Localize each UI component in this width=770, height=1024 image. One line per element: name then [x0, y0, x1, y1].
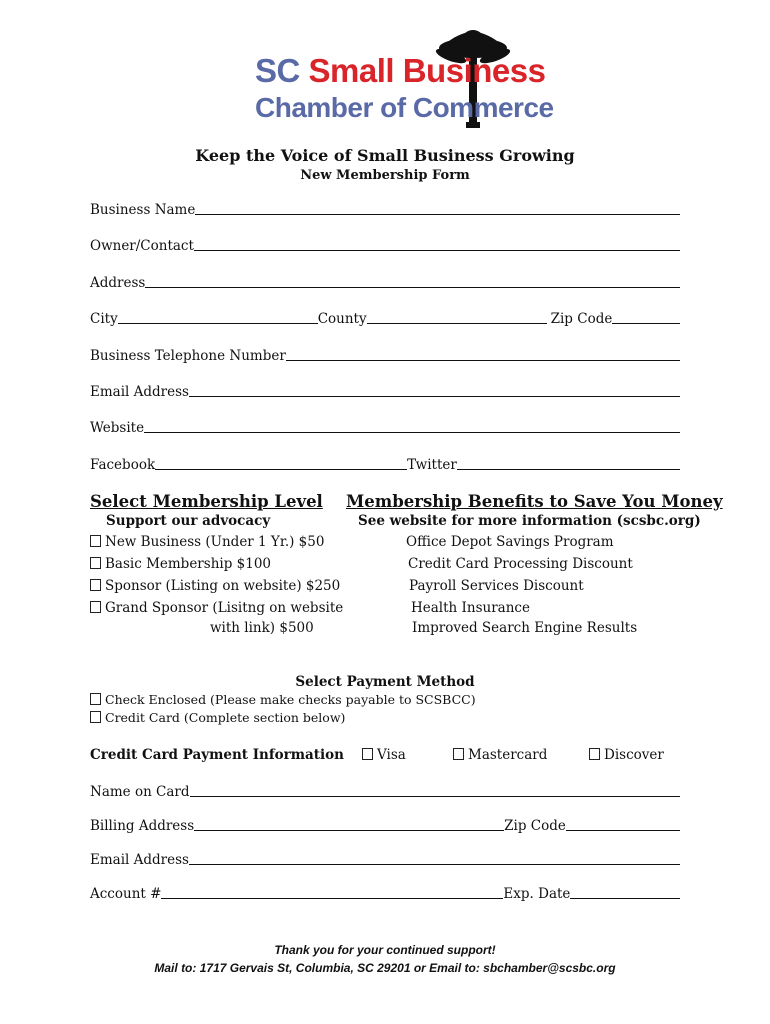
- website-line[interactable]: [144, 432, 680, 433]
- card-email-line[interactable]: [189, 864, 680, 865]
- zip-code-label: Zip Code: [550, 311, 613, 327]
- exp-date-line[interactable]: [570, 898, 680, 899]
- business-name-label: Business Name: [90, 202, 196, 218]
- county-label: County: [317, 311, 367, 327]
- payment-method-heading: Select Payment Method: [295, 674, 475, 690]
- payment-option-check[interactable]: Check Enclosed (Please make checks payable to SCSBCC): [90, 692, 476, 707]
- name-on-card-field[interactable]: [90, 782, 680, 800]
- checkbox-icon[interactable]: [90, 579, 101, 591]
- benefits-heading: Membership Benefits to Save You Money: [346, 492, 723, 511]
- zip-code-line[interactable]: [612, 323, 680, 324]
- owner-contact-field[interactable]: [90, 236, 680, 254]
- benefits-subheading: See website for more information (scsbc.org): [358, 513, 701, 529]
- logo-line-1: SC Small Business: [255, 52, 546, 89]
- exp-date-label: Exp. Date: [503, 886, 571, 902]
- checkbox-icon[interactable]: [90, 693, 101, 705]
- checkbox-icon[interactable]: [90, 601, 101, 613]
- social-row: [90, 455, 680, 473]
- benefit-item: Credit Card Processing Discount: [408, 556, 633, 572]
- form-title: Keep the Voice of Small Business Growing: [195, 146, 575, 165]
- website-field[interactable]: [90, 418, 680, 436]
- card-type-mastercard[interactable]: Mastercard: [453, 747, 547, 763]
- checkbox-icon[interactable]: [589, 748, 600, 760]
- benefit-item: Office Depot Savings Program: [406, 534, 614, 550]
- name-on-card-label: Name on Card: [90, 784, 190, 800]
- credit-card-heading: Credit Card Payment Information: [90, 747, 344, 763]
- address-line[interactable]: [145, 287, 680, 288]
- membership-option-sponsor[interactable]: Sponsor (Listing on website) $250: [90, 578, 340, 594]
- owner-contact-label: Owner/Contact: [90, 238, 194, 254]
- membership-option-grand-sponsor[interactable]: Grand Sponsor (Lisitng on website: [90, 600, 343, 616]
- facebook-line[interactable]: [155, 469, 407, 470]
- benefit-item: Payroll Services Discount: [409, 578, 584, 594]
- benefit-item: Improved Search Engine Results: [412, 620, 638, 636]
- billing-zip-line[interactable]: [566, 830, 680, 831]
- footer-thanks: Thank you for your continued support!: [274, 943, 496, 957]
- membership-option-basic[interactable]: Basic Membership $100: [90, 556, 271, 572]
- business-phone-line[interactable]: [286, 360, 680, 361]
- account-label: Account #: [90, 886, 162, 902]
- city-county-zip-row: [90, 309, 680, 327]
- business-phone-field[interactable]: [90, 346, 680, 364]
- account-row: [90, 884, 680, 902]
- membership-level-heading: Select Membership Level: [90, 492, 323, 511]
- grand-sponsor-continued: with link) $500: [210, 620, 314, 636]
- website-label: Website: [90, 420, 145, 436]
- billing-zip-label: Zip Code: [504, 818, 566, 834]
- checkbox-icon[interactable]: [90, 711, 101, 723]
- business-name-line[interactable]: [195, 214, 680, 215]
- county-line[interactable]: [367, 323, 547, 324]
- email-field[interactable]: [90, 382, 680, 400]
- city-label: City: [90, 311, 118, 327]
- billing-address-label: Billing Address: [90, 818, 195, 834]
- billing-address-line[interactable]: [194, 830, 504, 831]
- card-email-label: Email Address: [90, 852, 189, 868]
- address-field[interactable]: [90, 273, 680, 291]
- account-line[interactable]: [161, 898, 503, 899]
- chamber-logo: [255, 30, 554, 130]
- twitter-label: Twitter: [407, 457, 457, 473]
- email-line[interactable]: [189, 396, 680, 397]
- name-on-card-line[interactable]: [190, 796, 680, 797]
- checkbox-icon[interactable]: [90, 557, 101, 569]
- membership-option-new-business[interactable]: New Business (Under 1 Yr.) $50: [90, 534, 324, 550]
- checkbox-icon[interactable]: [453, 748, 464, 760]
- city-line[interactable]: [118, 323, 318, 324]
- form-subtitle: New Membership Form: [300, 168, 470, 183]
- business-phone-label: Business Telephone Number: [90, 348, 286, 364]
- logo-line-2: Chamber of Commerce: [255, 92, 554, 123]
- email-label: Email Address: [90, 384, 189, 400]
- card-type-discover[interactable]: Discover: [589, 747, 664, 763]
- membership-level-subheading: Support our advocacy: [106, 513, 271, 529]
- footer-mail-to: Mail to: 1717 Gervais St, Columbia, SC 29201 or Email to: sbchamber@scsbc.org: [154, 961, 616, 975]
- facebook-label: Facebook: [90, 457, 156, 473]
- benefit-item: Health Insurance: [411, 600, 530, 616]
- owner-contact-line[interactable]: [194, 250, 680, 251]
- address-label: Address: [90, 275, 146, 291]
- card-email-field[interactable]: [90, 850, 680, 868]
- billing-address-row: [90, 816, 680, 834]
- twitter-line[interactable]: [457, 469, 680, 470]
- checkbox-icon[interactable]: [362, 748, 373, 760]
- payment-option-credit-card[interactable]: Credit Card (Complete section below): [90, 710, 345, 725]
- card-type-visa[interactable]: Visa: [362, 747, 406, 763]
- checkbox-icon[interactable]: [90, 535, 101, 547]
- business-name-field[interactable]: [90, 200, 680, 218]
